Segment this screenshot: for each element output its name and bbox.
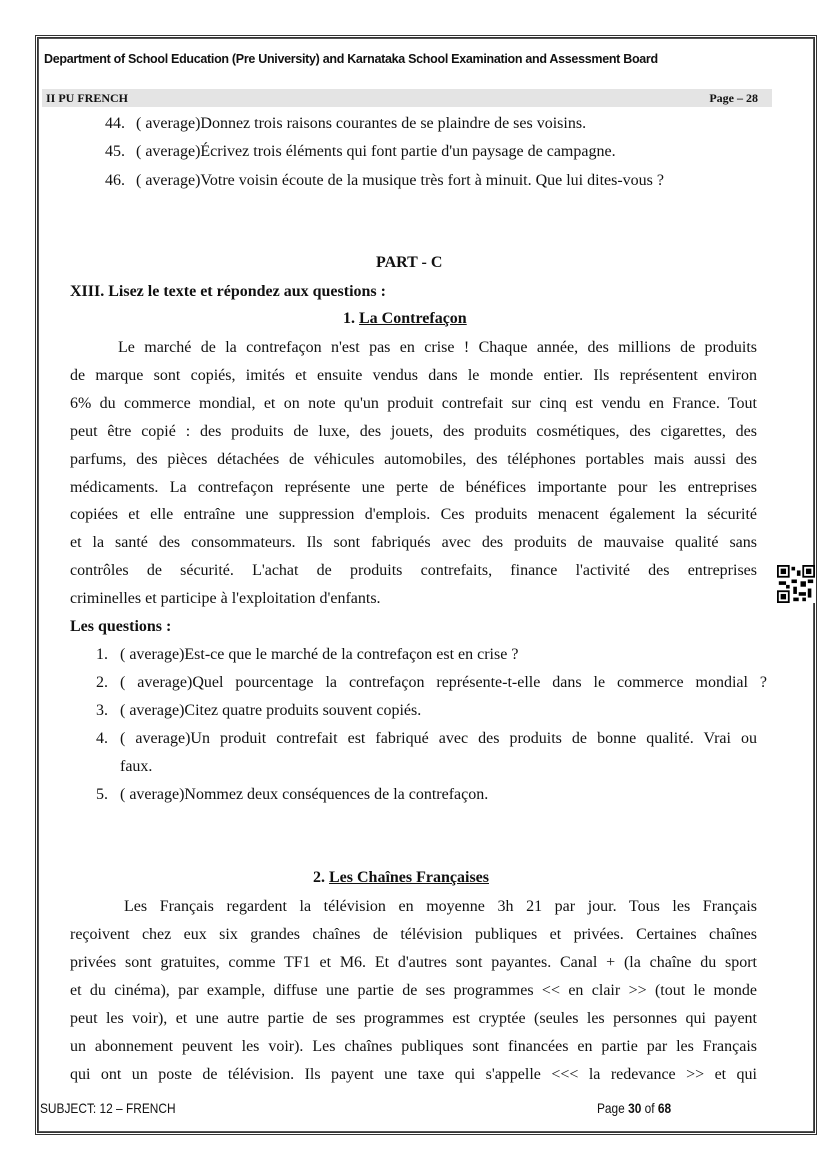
paragraph-line: Les Français regardent la télévision en moyenne 3h 21 par jour. Tous les Français: [124, 898, 757, 915]
question-text: ( average)Est-ce que le marché de la contrefaçon est en crise ?: [120, 646, 519, 663]
footer-subject: SUBJECT: 12 – FRENCH: [40, 1100, 176, 1116]
question-number: 46.: [105, 172, 125, 189]
paragraph-line: un abonnement peuvent les voir). Les chaînes publiques sont financées en partie par les Français: [70, 1038, 757, 1055]
paragraph-line: médicaments. La contrefaçon représente une perte de bénéfices importante pour les entreprises: [70, 479, 757, 496]
paragraph-line: et la santé des consommateurs. Ils sont fabriqués avec des produits de mauvaise qualité sans: [70, 534, 757, 551]
paragraph-line: peut être copié : des produits de luxe, des jouets, des produits cosmétiques, des cigarettes, des: [70, 423, 757, 440]
paragraph-line: Le marché de la contrefaçon n'est pas en crise ! Chaque année, des millions de produits: [118, 339, 757, 356]
page-of: of: [641, 1100, 658, 1116]
question-text: ( average)Un produit contrefait est fabriqué avec des produits de bonne qualité. Vrai ou: [120, 730, 757, 747]
paragraph-line: contrôles de sécurité. L'achat de produits contrefaits, finance l'activité des entreprises: [70, 562, 757, 579]
question-number: 2.: [96, 674, 108, 691]
text2-title: [313, 869, 489, 887]
question-number: 4.: [96, 730, 108, 747]
question-number: 45.: [105, 143, 125, 160]
text1-title: [343, 310, 467, 328]
question-text: ( average)Nommez deux conséquences de la contrefaçon.: [120, 786, 489, 803]
question-number: 5.: [96, 786, 108, 803]
question-number: 1.: [96, 646, 108, 663]
page-number: 30: [628, 1100, 642, 1116]
question-number: 44.: [105, 115, 125, 132]
paragraph-line: reçoivent chez eux six grandes chaînes de télévision publiques et privées. Certaines chaînes: [70, 926, 757, 943]
page-label: Page – 28: [709, 91, 758, 105]
page-prefix: Page: [597, 1100, 629, 1116]
paragraph-line: et du cinéma), par example, diffuse une partie de ses programmes << en clair >> (tout le monde: [70, 982, 757, 999]
subject-label: II PU FRENCH: [46, 91, 129, 105]
part-heading: PART - C: [376, 254, 443, 271]
questions-heading: Les questions :: [70, 618, 172, 635]
title-number: 1.: [343, 310, 355, 327]
question-text: ( average)Citez quatre produits souvent copiés.: [120, 702, 422, 719]
page-total: 68: [657, 1100, 672, 1116]
subject-bar: [42, 89, 772, 107]
question-text: ( average)Quel pourcentage la contrefaçon représente-t-elle dans le commerce mondial ?: [120, 674, 767, 691]
title-number: 2.: [313, 869, 325, 886]
paragraph-line: de marque sont copiés, imités et ensuite vendus dans le monde entier. Ils représentent environ: [70, 367, 757, 384]
section-heading: XIII. Lisez le texte et répondez aux questions :: [70, 283, 386, 300]
question-text: ( average)Écrivez trois éléments qui font partie d'un paysage de campagne.: [136, 143, 616, 160]
paragraph-line: criminelles et participe à l'exploitation d'enfants.: [70, 590, 381, 607]
title-text: Les Chaînes Françaises: [329, 869, 489, 886]
title-text: La Contrefaçon: [359, 310, 467, 327]
question-text: ( average)Donnez trois raisons courantes de se plaindre de ses voisins.: [136, 115, 587, 132]
paragraph-line: peut les voir), et une autre partie de ses programmes est cryptée (seules les personnes qui payent: [70, 1010, 757, 1027]
paragraph-line: copiées et elle entraîne une suppression d'emplois. Ces produits menacent également la sécurité: [70, 506, 757, 523]
footer-page: [597, 1100, 671, 1116]
institution-header: Department of School Education (Pre University) and Karnataka School Examination and Assessment Board: [44, 52, 658, 66]
qr-code-icon: [777, 565, 815, 603]
paragraph-line: qui ont un poste de télévision. Ils payent une taxe qui s'appelle <<< la redevance >> et qui: [70, 1066, 757, 1083]
question-text: ( average)Votre voisin écoute de la musique très fort à minuit. Que lui dites-vous ?: [136, 172, 664, 189]
paragraph-line: parfums, des pièces détachées de véhicules automobiles, des téléphones portables mais aussi des: [70, 451, 757, 468]
question-number: 3.: [96, 702, 108, 719]
question-text: faux.: [120, 758, 153, 775]
paragraph-line: privées sont gratuites, comme TF1 et M6. Et d'autres sont payantes. Canal + (la chaîne du sport: [70, 954, 757, 971]
paragraph-line: 6% du commerce mondial, et on note qu'un produit contrefait sur cinq est vendu en France. Tout: [70, 395, 757, 412]
